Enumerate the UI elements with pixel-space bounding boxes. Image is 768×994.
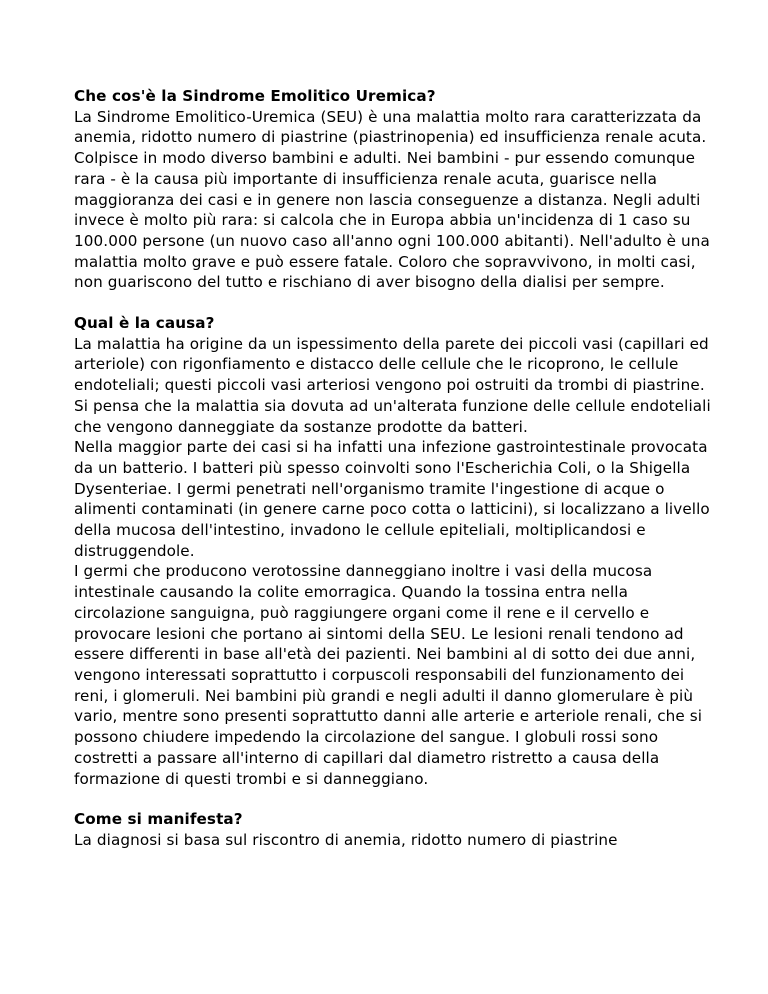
document-page: [74, 86, 714, 871]
paragraph: I germi che producono verotossine danneggiano inoltre i vasi della mucosa intestinale causando la colite emorragica. Quando la tossina entra nella circolazione sanguigna, può raggiungere organi come il rene e il cervello e provocare lesioni che portano ai sintomi della SEU. Le lesioni renali tendono ad essere differenti in base all'età dei pazienti. Nei bambini al di sotto dei due anni, vengono interessati soprattutto i corpuscoli responsabili del funzionamento dei reni, i glomeruli. Nei bambini più grandi e negli adulti il danno glomerulare è più vario, mentre sono presenti soprattutto danni alle arterie e arteriole renali, che si possono chiudere impedendo la circolazione del sangue. I globuli rossi sono costretti a passare all'interno di capillari dal diametro ristretto a causa della formazione di questi trombi e si danneggiano.: [74, 562, 703, 788]
section-manifestation: [74, 809, 714, 850]
section-heading: Qual è la causa?: [74, 314, 215, 333]
paragraph: La Sindrome Emolitico-Uremica (SEU) è una malattia molto rara caratterizzata da anemia, ridotto numero di piastrine (piastrinopenia) ed insufficienza renale acuta. Colpisce in modo diverso bambini e adulti. Nei bambini - pur essendo comunque rara - è la causa più importante di insufficienza renale acuta, guarisce nella maggioranza dei casi e in genere non lascia conseguenze a distanza. Negli adulti invece è molto più rara: si calcola che in Europa abbia un'incidenza di 1 caso su 100.000 persone (un nuovo caso all'anno ogni 100.000 abitanti). Nell'adulto è una malattia molto grave e può essere fatale. Coloro che sopravvivono, in molti casi, non guariscono del tutto e rischiano di aver bisogno della dialisi per sempre.: [74, 107, 710, 292]
paragraph: La malattia ha origine da un ispessimento della parete dei piccoli vasi (capillari ed arteriole) con rigonfiamento e distacco delle cellule che le ricoprono, le cellule endoteliali; questi piccoli vasi arteriosi vengono poi ostruiti da trombi di piastrine. Si pensa che la malattia sia dovuta ad un'alterata funzione delle cellule endoteliali che vengono danneggiate da sostanze prodotte da batteri.: [74, 334, 711, 436]
section-what-is: [74, 86, 714, 293]
paragraph: La diagnosi si basa sul riscontro di anemia, ridotto numero di piastrine: [74, 830, 618, 849]
section-heading: Che cos'è la Sindrome Emolitico Uremica?: [74, 87, 436, 105]
section-cause: [74, 313, 714, 789]
paragraph: Nella maggior parte dei casi si ha infatti una infezione gastrointestinale provocata da un batterio. I batteri più spesso coinvolti sono l'Escherichia Coli, o la Shigella Dysenteriae. I germi penetrati nell'organismo tramite l'ingestione di acque o alimenti contaminati (in genere carne poco cotta o latticini), si localizzano a livello della mucosa dell'intestino, invadono le cellule epiteliali, moltiplicandosi e distruggendole.: [74, 438, 710, 560]
section-heading: Come si manifesta?: [74, 810, 243, 829]
